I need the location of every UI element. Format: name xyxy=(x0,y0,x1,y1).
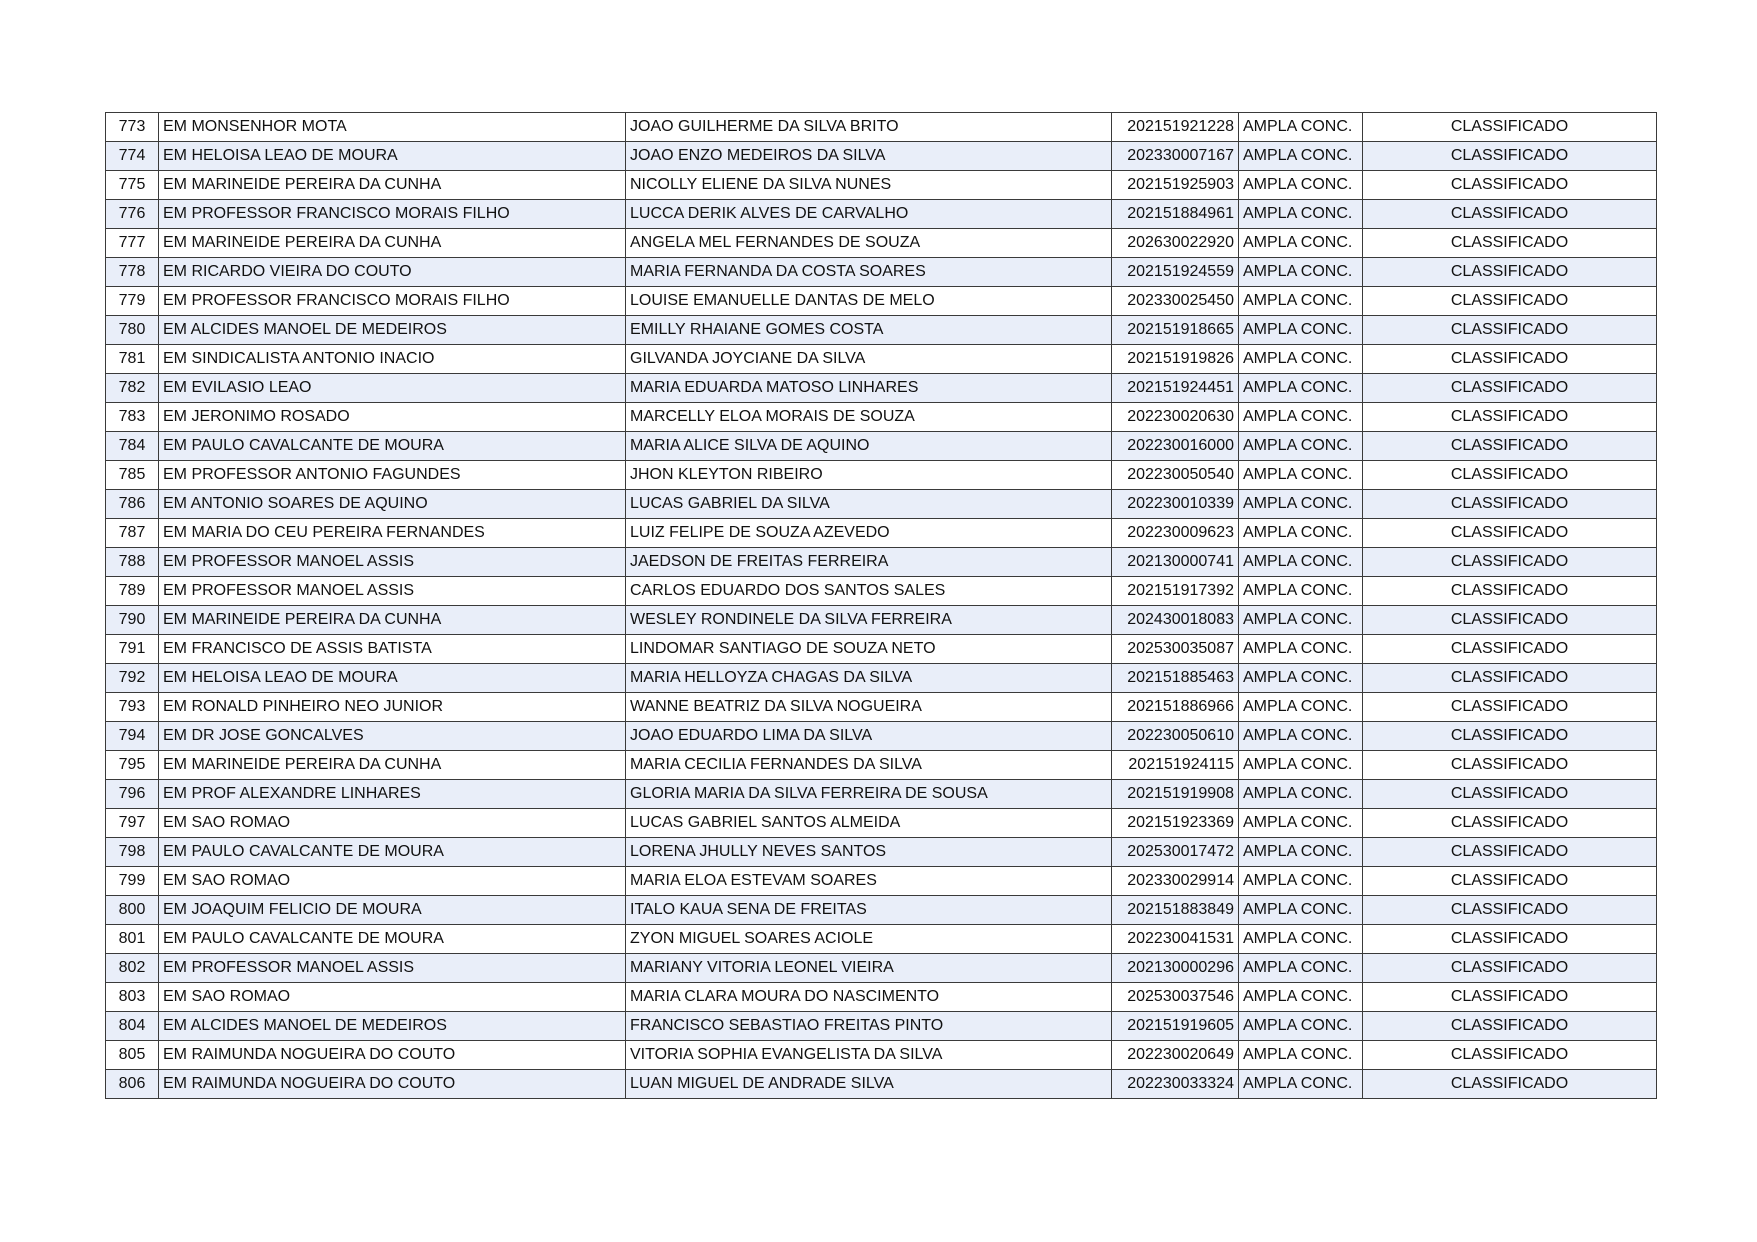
student-name: JOAO GUILHERME DA SILVA BRITO xyxy=(626,113,1112,142)
status: CLASSIFICADO xyxy=(1363,577,1657,606)
row-number: 802 xyxy=(106,954,159,983)
row-number: 780 xyxy=(106,316,159,345)
school-name: EM PROFESSOR FRANCISCO MORAIS FILHO xyxy=(159,287,626,316)
student-name: ANGELA MEL FERNANDES DE SOUZA xyxy=(626,229,1112,258)
registration-code: 202151924559 xyxy=(1112,258,1239,287)
table-row xyxy=(106,200,1657,229)
registration-code: 202330025450 xyxy=(1112,287,1239,316)
student-name: MARIANY VITORIA LEONEL VIEIRA xyxy=(626,954,1112,983)
table-row xyxy=(106,374,1657,403)
registration-code: 202630022920 xyxy=(1112,229,1239,258)
table-row xyxy=(106,171,1657,200)
quota-type: AMPLA CONC. xyxy=(1239,432,1363,461)
school-name: EM SINDICALISTA ANTONIO INACIO xyxy=(159,345,626,374)
row-number: 795 xyxy=(106,751,159,780)
table-row xyxy=(106,983,1657,1012)
school-name: EM FRANCISCO DE ASSIS BATISTA xyxy=(159,635,626,664)
table-row xyxy=(106,490,1657,519)
quota-type: AMPLA CONC. xyxy=(1239,229,1363,258)
quota-type: AMPLA CONC. xyxy=(1239,1041,1363,1070)
status: CLASSIFICADO xyxy=(1363,983,1657,1012)
student-name: EMILLY RHAIANE GOMES COSTA xyxy=(626,316,1112,345)
status: CLASSIFICADO xyxy=(1363,635,1657,664)
registration-code: 202230050540 xyxy=(1112,461,1239,490)
status: CLASSIFICADO xyxy=(1363,258,1657,287)
table-row xyxy=(106,1070,1657,1099)
student-name: MARIA HELLOYZA CHAGAS DA SILVA xyxy=(626,664,1112,693)
table-row xyxy=(106,142,1657,171)
row-number: 792 xyxy=(106,664,159,693)
student-name: MARIA EDUARDA MATOSO LINHARES xyxy=(626,374,1112,403)
table-row xyxy=(106,258,1657,287)
registration-code: 202151921228 xyxy=(1112,113,1239,142)
quota-type: AMPLA CONC. xyxy=(1239,867,1363,896)
school-name: EM ANTONIO SOARES DE AQUINO xyxy=(159,490,626,519)
student-name: LUCAS GABRIEL DA SILVA xyxy=(626,490,1112,519)
quota-type: AMPLA CONC. xyxy=(1239,200,1363,229)
row-number: 784 xyxy=(106,432,159,461)
school-name: EM RICARDO VIEIRA DO COUTO xyxy=(159,258,626,287)
row-number: 788 xyxy=(106,548,159,577)
student-name: MARIA ELOA ESTEVAM SOARES xyxy=(626,867,1112,896)
status: CLASSIFICADO xyxy=(1363,490,1657,519)
school-name: EM HELOISA LEAO DE MOURA xyxy=(159,142,626,171)
school-name: EM PROFESSOR MANOEL ASSIS xyxy=(159,954,626,983)
status: CLASSIFICADO xyxy=(1363,548,1657,577)
registration-code: 202151883849 xyxy=(1112,896,1239,925)
quota-type: AMPLA CONC. xyxy=(1239,809,1363,838)
classification-table xyxy=(105,112,1657,1099)
student-name: GLORIA MARIA DA SILVA FERREIRA DE SOUSA xyxy=(626,780,1112,809)
table-row xyxy=(106,432,1657,461)
table-row xyxy=(106,316,1657,345)
quota-type: AMPLA CONC. xyxy=(1239,664,1363,693)
registration-code: 202151886966 xyxy=(1112,693,1239,722)
quota-type: AMPLA CONC. xyxy=(1239,722,1363,751)
registration-code: 202330007167 xyxy=(1112,142,1239,171)
row-number: 799 xyxy=(106,867,159,896)
row-number: 789 xyxy=(106,577,159,606)
status: CLASSIFICADO xyxy=(1363,838,1657,867)
quota-type: AMPLA CONC. xyxy=(1239,345,1363,374)
status: CLASSIFICADO xyxy=(1363,751,1657,780)
table-row xyxy=(106,287,1657,316)
table-body xyxy=(106,113,1657,1099)
table-row xyxy=(106,345,1657,374)
quota-type: AMPLA CONC. xyxy=(1239,896,1363,925)
row-number: 787 xyxy=(106,519,159,548)
status: CLASSIFICADO xyxy=(1363,780,1657,809)
registration-code: 202230009623 xyxy=(1112,519,1239,548)
quota-type: AMPLA CONC. xyxy=(1239,925,1363,954)
table-row xyxy=(106,896,1657,925)
status: CLASSIFICADO xyxy=(1363,664,1657,693)
table-row xyxy=(106,838,1657,867)
row-number: 782 xyxy=(106,374,159,403)
quota-type: AMPLA CONC. xyxy=(1239,983,1363,1012)
student-name: MARIA CLARA MOURA DO NASCIMENTO xyxy=(626,983,1112,1012)
student-name: JOAO EDUARDO LIMA DA SILVA xyxy=(626,722,1112,751)
table-row xyxy=(106,577,1657,606)
status: CLASSIFICADO xyxy=(1363,606,1657,635)
quota-type: AMPLA CONC. xyxy=(1239,577,1363,606)
quota-type: AMPLA CONC. xyxy=(1239,606,1363,635)
registration-code: 202230016000 xyxy=(1112,432,1239,461)
row-number: 779 xyxy=(106,287,159,316)
status: CLASSIFICADO xyxy=(1363,722,1657,751)
school-name: EM HELOISA LEAO DE MOURA xyxy=(159,664,626,693)
student-name: LUCAS GABRIEL SANTOS ALMEIDA xyxy=(626,809,1112,838)
quota-type: AMPLA CONC. xyxy=(1239,548,1363,577)
row-number: 803 xyxy=(106,983,159,1012)
school-name: EM PROF ALEXANDRE LINHARES xyxy=(159,780,626,809)
school-name: EM PROFESSOR FRANCISCO MORAIS FILHO xyxy=(159,200,626,229)
status: CLASSIFICADO xyxy=(1363,403,1657,432)
school-name: EM SAO ROMAO xyxy=(159,867,626,896)
student-name: VITORIA SOPHIA EVANGELISTA DA SILVA xyxy=(626,1041,1112,1070)
row-number: 785 xyxy=(106,461,159,490)
table-row xyxy=(106,925,1657,954)
student-name: FRANCISCO SEBASTIAO FREITAS PINTO xyxy=(626,1012,1112,1041)
table-row xyxy=(106,635,1657,664)
row-number: 801 xyxy=(106,925,159,954)
registration-code: 202130000296 xyxy=(1112,954,1239,983)
row-number: 776 xyxy=(106,200,159,229)
status: CLASSIFICADO xyxy=(1363,867,1657,896)
registration-code: 202151918665 xyxy=(1112,316,1239,345)
quota-type: AMPLA CONC. xyxy=(1239,838,1363,867)
quota-type: AMPLA CONC. xyxy=(1239,374,1363,403)
row-number: 774 xyxy=(106,142,159,171)
school-name: EM PAULO CAVALCANTE DE MOURA xyxy=(159,925,626,954)
student-name: JHON KLEYTON RIBEIRO xyxy=(626,461,1112,490)
row-number: 798 xyxy=(106,838,159,867)
table-row xyxy=(106,722,1657,751)
table-row xyxy=(106,548,1657,577)
school-name: EM JOAQUIM FELICIO DE MOURA xyxy=(159,896,626,925)
registration-code: 202530017472 xyxy=(1112,838,1239,867)
registration-code: 202430018083 xyxy=(1112,606,1239,635)
quota-type: AMPLA CONC. xyxy=(1239,751,1363,780)
table-row xyxy=(106,113,1657,142)
student-name: LUIZ FELIPE DE SOUZA AZEVEDO xyxy=(626,519,1112,548)
registration-code: 202151924115 xyxy=(1112,751,1239,780)
school-name: EM PAULO CAVALCANTE DE MOURA xyxy=(159,432,626,461)
row-number: 778 xyxy=(106,258,159,287)
status: CLASSIFICADO xyxy=(1363,345,1657,374)
table-row xyxy=(106,519,1657,548)
status: CLASSIFICADO xyxy=(1363,200,1657,229)
table-row xyxy=(106,403,1657,432)
school-name: EM RAIMUNDA NOGUEIRA DO COUTO xyxy=(159,1070,626,1099)
row-number: 794 xyxy=(106,722,159,751)
registration-code: 202230033324 xyxy=(1112,1070,1239,1099)
student-name: CARLOS EDUARDO DOS SANTOS SALES xyxy=(626,577,1112,606)
registration-code: 202530035087 xyxy=(1112,635,1239,664)
document-page xyxy=(105,112,1656,1099)
row-number: 790 xyxy=(106,606,159,635)
registration-code: 202230020649 xyxy=(1112,1041,1239,1070)
quota-type: AMPLA CONC. xyxy=(1239,113,1363,142)
student-name: ITALO KAUA SENA DE FREITAS xyxy=(626,896,1112,925)
school-name: EM SAO ROMAO xyxy=(159,809,626,838)
registration-code: 202151917392 xyxy=(1112,577,1239,606)
quota-type: AMPLA CONC. xyxy=(1239,403,1363,432)
registration-code: 202230050610 xyxy=(1112,722,1239,751)
school-name: EM PROFESSOR MANOEL ASSIS xyxy=(159,577,626,606)
row-number: 781 xyxy=(106,345,159,374)
registration-code: 202130000741 xyxy=(1112,548,1239,577)
table-row xyxy=(106,693,1657,722)
student-name: MARIA FERNANDA DA COSTA SOARES xyxy=(626,258,1112,287)
row-number: 800 xyxy=(106,896,159,925)
row-number: 773 xyxy=(106,113,159,142)
table-row xyxy=(106,751,1657,780)
registration-code: 202530037546 xyxy=(1112,983,1239,1012)
status: CLASSIFICADO xyxy=(1363,374,1657,403)
quota-type: AMPLA CONC. xyxy=(1239,316,1363,345)
quota-type: AMPLA CONC. xyxy=(1239,954,1363,983)
table-row xyxy=(106,809,1657,838)
registration-code: 202151925903 xyxy=(1112,171,1239,200)
student-name: NICOLLY ELIENE DA SILVA NUNES xyxy=(626,171,1112,200)
status: CLASSIFICADO xyxy=(1363,519,1657,548)
table-row xyxy=(106,606,1657,635)
table-row xyxy=(106,867,1657,896)
school-name: EM DR JOSE GONCALVES xyxy=(159,722,626,751)
school-name: EM JERONIMO ROSADO xyxy=(159,403,626,432)
quota-type: AMPLA CONC. xyxy=(1239,142,1363,171)
status: CLASSIFICADO xyxy=(1363,171,1657,200)
row-number: 806 xyxy=(106,1070,159,1099)
quota-type: AMPLA CONC. xyxy=(1239,635,1363,664)
student-name: LORENA JHULLY NEVES SANTOS xyxy=(626,838,1112,867)
student-name: LINDOMAR SANTIAGO DE SOUZA NETO xyxy=(626,635,1112,664)
student-name: MARIA CECILIA FERNANDES DA SILVA xyxy=(626,751,1112,780)
student-name: MARIA ALICE SILVA DE AQUINO xyxy=(626,432,1112,461)
status: CLASSIFICADO xyxy=(1363,1012,1657,1041)
row-number: 796 xyxy=(106,780,159,809)
school-name: EM PAULO CAVALCANTE DE MOURA xyxy=(159,838,626,867)
school-name: EM MARINEIDE PEREIRA DA CUNHA xyxy=(159,171,626,200)
row-number: 797 xyxy=(106,809,159,838)
quota-type: AMPLA CONC. xyxy=(1239,519,1363,548)
row-number: 775 xyxy=(106,171,159,200)
row-number: 791 xyxy=(106,635,159,664)
registration-code: 202151919605 xyxy=(1112,1012,1239,1041)
student-name: JAEDSON DE FREITAS FERREIRA xyxy=(626,548,1112,577)
quota-type: AMPLA CONC. xyxy=(1239,171,1363,200)
school-name: EM MARINEIDE PEREIRA DA CUNHA xyxy=(159,229,626,258)
school-name: EM RONALD PINHEIRO NEO JUNIOR xyxy=(159,693,626,722)
status: CLASSIFICADO xyxy=(1363,229,1657,258)
student-name: ZYON MIGUEL SOARES ACIOLE xyxy=(626,925,1112,954)
status: CLASSIFICADO xyxy=(1363,1070,1657,1099)
row-number: 777 xyxy=(106,229,159,258)
school-name: EM MARINEIDE PEREIRA DA CUNHA xyxy=(159,606,626,635)
school-name: EM MARINEIDE PEREIRA DA CUNHA xyxy=(159,751,626,780)
school-name: EM PROFESSOR MANOEL ASSIS xyxy=(159,548,626,577)
table-row xyxy=(106,1012,1657,1041)
row-number: 783 xyxy=(106,403,159,432)
quota-type: AMPLA CONC. xyxy=(1239,490,1363,519)
status: CLASSIFICADO xyxy=(1363,1041,1657,1070)
student-name: WANNE BEATRIZ DA SILVA NOGUEIRA xyxy=(626,693,1112,722)
registration-code: 202230010339 xyxy=(1112,490,1239,519)
school-name: EM MARIA DO CEU PEREIRA FERNANDES xyxy=(159,519,626,548)
status: CLASSIFICADO xyxy=(1363,693,1657,722)
registration-code: 202330029914 xyxy=(1112,867,1239,896)
quota-type: AMPLA CONC. xyxy=(1239,1012,1363,1041)
status: CLASSIFICADO xyxy=(1363,925,1657,954)
status: CLASSIFICADO xyxy=(1363,896,1657,925)
table-row xyxy=(106,664,1657,693)
status: CLASSIFICADO xyxy=(1363,113,1657,142)
status: CLASSIFICADO xyxy=(1363,142,1657,171)
status: CLASSIFICADO xyxy=(1363,287,1657,316)
school-name: EM PROFESSOR ANTONIO FAGUNDES xyxy=(159,461,626,490)
row-number: 805 xyxy=(106,1041,159,1070)
status: CLASSIFICADO xyxy=(1363,954,1657,983)
school-name: EM ALCIDES MANOEL DE MEDEIROS xyxy=(159,1012,626,1041)
school-name: EM EVILASIO LEAO xyxy=(159,374,626,403)
quota-type: AMPLA CONC. xyxy=(1239,258,1363,287)
registration-code: 202230020630 xyxy=(1112,403,1239,432)
registration-code: 202151924451 xyxy=(1112,374,1239,403)
school-name: EM ALCIDES MANOEL DE MEDEIROS xyxy=(159,316,626,345)
quota-type: AMPLA CONC. xyxy=(1239,287,1363,316)
quota-type: AMPLA CONC. xyxy=(1239,1070,1363,1099)
registration-code: 202151919826 xyxy=(1112,345,1239,374)
registration-code: 202230041531 xyxy=(1112,925,1239,954)
student-name: GILVANDA JOYCIANE DA SILVA xyxy=(626,345,1112,374)
registration-code: 202151884961 xyxy=(1112,200,1239,229)
table-row xyxy=(106,461,1657,490)
registration-code: 202151885463 xyxy=(1112,664,1239,693)
table-row xyxy=(106,229,1657,258)
status: CLASSIFICADO xyxy=(1363,432,1657,461)
student-name: WESLEY RONDINELE DA SILVA FERREIRA xyxy=(626,606,1112,635)
table-row xyxy=(106,1041,1657,1070)
row-number: 793 xyxy=(106,693,159,722)
row-number: 804 xyxy=(106,1012,159,1041)
quota-type: AMPLA CONC. xyxy=(1239,780,1363,809)
school-name: EM MONSENHOR MOTA xyxy=(159,113,626,142)
student-name: JOAO ENZO MEDEIROS DA SILVA xyxy=(626,142,1112,171)
row-number: 786 xyxy=(106,490,159,519)
status: CLASSIFICADO xyxy=(1363,461,1657,490)
registration-code: 202151919908 xyxy=(1112,780,1239,809)
table-row xyxy=(106,780,1657,809)
student-name: MARCELLY ELOA MORAIS DE SOUZA xyxy=(626,403,1112,432)
student-name: LOUISE EMANUELLE DANTAS DE MELO xyxy=(626,287,1112,316)
registration-code: 202151923369 xyxy=(1112,809,1239,838)
quota-type: AMPLA CONC. xyxy=(1239,461,1363,490)
quota-type: AMPLA CONC. xyxy=(1239,693,1363,722)
student-name: LUCCA DERIK ALVES DE CARVALHO xyxy=(626,200,1112,229)
status: CLASSIFICADO xyxy=(1363,316,1657,345)
school-name: EM RAIMUNDA NOGUEIRA DO COUTO xyxy=(159,1041,626,1070)
school-name: EM SAO ROMAO xyxy=(159,983,626,1012)
status: CLASSIFICADO xyxy=(1363,809,1657,838)
table-row xyxy=(106,954,1657,983)
student-name: LUAN MIGUEL DE ANDRADE SILVA xyxy=(626,1070,1112,1099)
